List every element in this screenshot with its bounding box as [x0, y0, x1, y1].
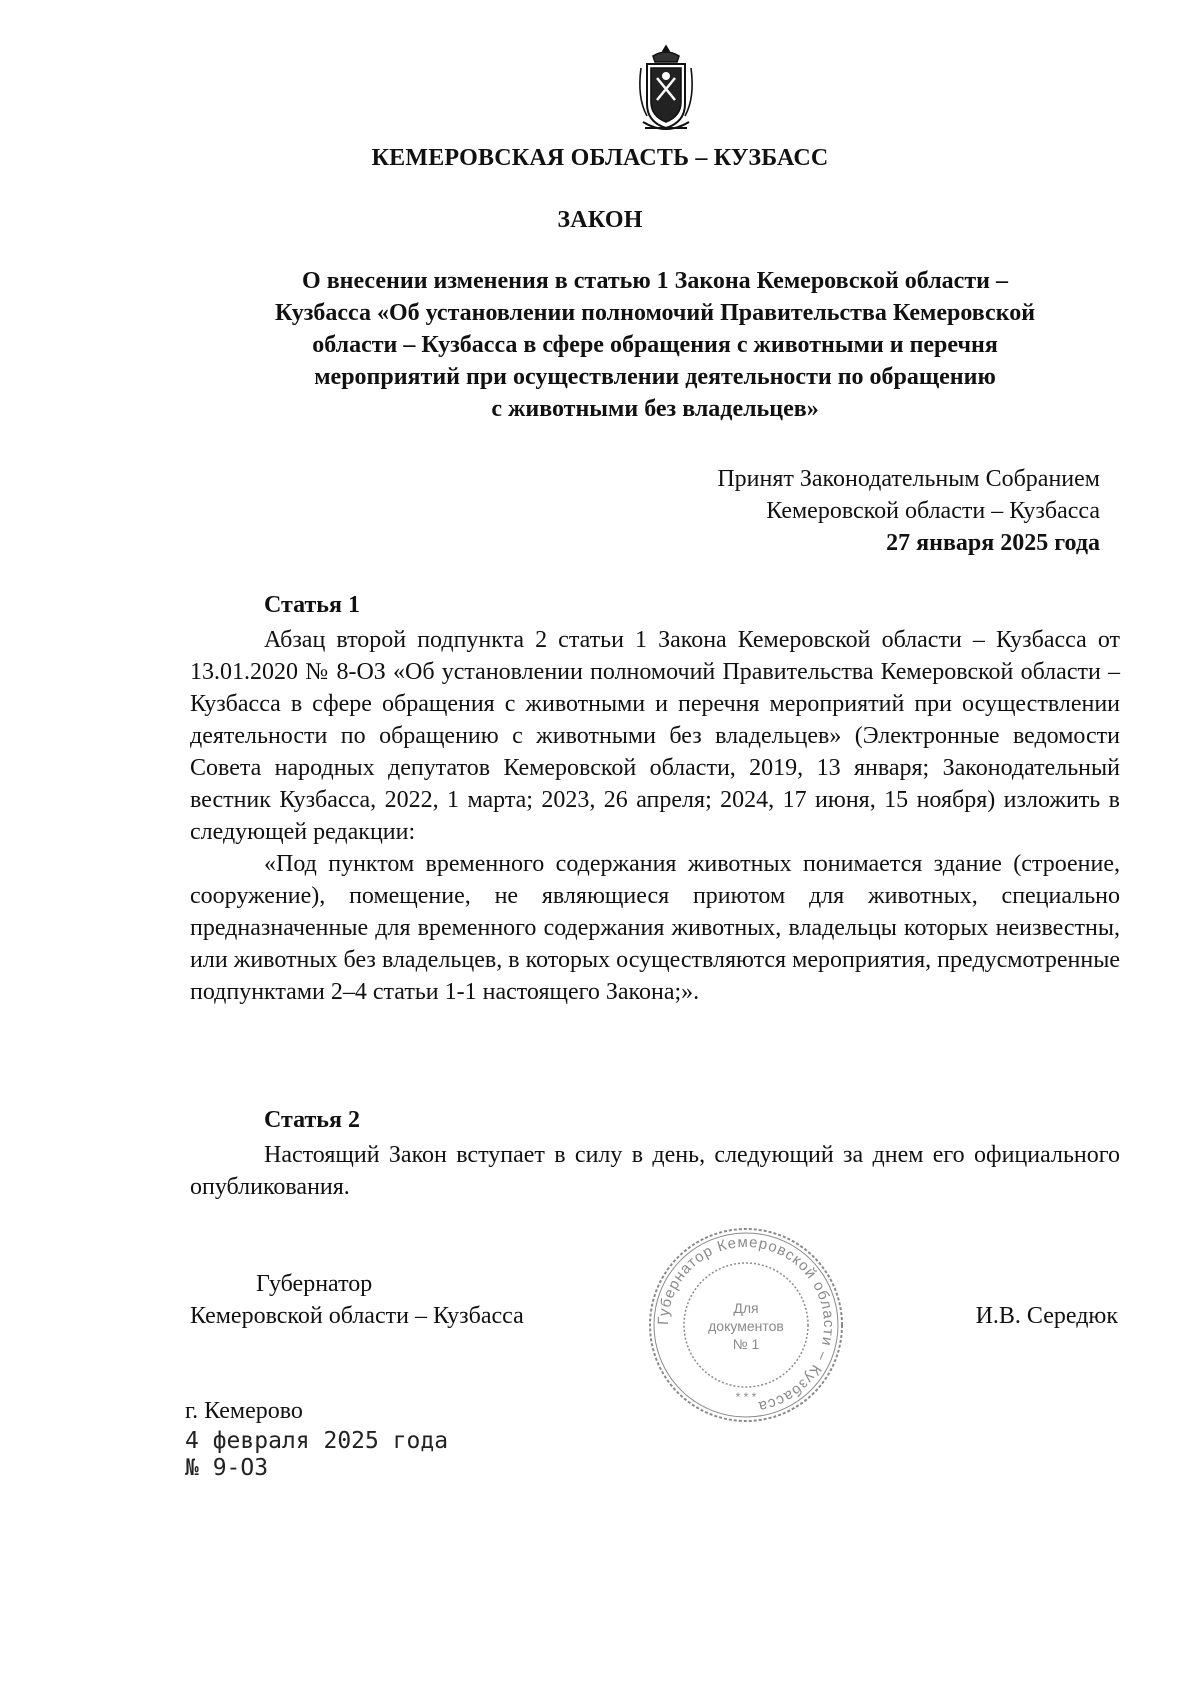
signatory-position: [190, 1268, 524, 1332]
region-heading: КЕМЕРОВСКАЯ ОБЛАСТЬ – КУЗБАСС: [371, 145, 829, 171]
adoption-line: Принят Законодательным Собранием: [717, 466, 1100, 492]
signatory-name: И.В. Середюк: [975, 1303, 1118, 1329]
article-1-body: [190, 624, 1120, 1008]
registration-block: [185, 1428, 448, 1482]
signing-date: 4 февраля 2025 года: [185, 1428, 449, 1454]
adoption-block: [717, 463, 1100, 559]
stamp-inner-text: документов: [708, 1318, 784, 1334]
place-of-signing: г. Кемерово: [185, 1398, 303, 1424]
law-title-line: области – Кузбасса в сфере обращения с животными и перечня: [312, 332, 998, 358]
law-title: [190, 265, 1120, 425]
stamp-inner-text: № 1: [732, 1336, 760, 1352]
document-type-heading: ЗАКОН: [557, 207, 643, 233]
stamp-outer-text: Губернатор Кемеровской области – Кузбасса: [654, 1233, 838, 1416]
law-title-line: Кузбасса «Об установлении полномочий Правительства Кемеровской: [274, 300, 1036, 326]
article-1-heading: Статья 1: [264, 592, 360, 618]
law-title-line: О внесении изменения в статью 1 Закона Кемеровской области –: [302, 268, 1008, 294]
adoption-date: 27 января 2025 года: [886, 530, 1100, 556]
law-number: № 9-ОЗ: [185, 1455, 269, 1481]
article-2-body: [190, 1139, 1120, 1203]
stamp-inner-text: Для: [733, 1300, 759, 1316]
adoption-line: Кемеровской области – Кузбасса: [766, 498, 1100, 524]
law-title-line: с животными без владельцев»: [491, 396, 819, 422]
signatory-region: Кемеровской области – Кузбасса: [190, 1303, 524, 1329]
article-2-heading: Статья 2: [264, 1107, 360, 1133]
stamp-stars: * * *: [735, 1390, 757, 1404]
article-1-paragraph: «Под пунктом временного содержания животных понимается здание (строение, сооружение), помещение, не являющиеся приютом для животных, специально предназначенные для временного содержания животных, владельцы которых неизвестны, или животных без владельцев, в которых осуществляются мероприятия, предусмотренные подпунктами 2–4 статьи 1-1 настоящего Закона;».: [190, 851, 1120, 1005]
article-2-paragraph: Настоящий Закон вступает в силу в день, следующий за днем его официального опубликования.: [190, 1142, 1120, 1200]
coat-of-arms-emblem: [633, 42, 699, 138]
article-1-paragraph: Абзац второй подпункта 2 статьи 1 Закона Кемеровской области – Кузбасса от 13.01.2020 № 8-ОЗ «Об установлении полномочий Правительства Кемеровской области – Кузбасса в сфере обращения с животными и перечня мероприятий при осуществлении деятельности по обращению с животными без владельцев» (Электронные ведомости Совета народных депутатов Кемеровской области, 2019, 13 января; Законодательный вестник Кузбасса, 2022, 1 марта; 2023, 26 апреля; 2024, 17 июня, 15 ноября) изложить в следующей редакции:: [190, 627, 1120, 845]
signatory-title: Губернатор: [256, 1271, 373, 1297]
official-seal-stamp: [646, 1225, 846, 1425]
law-title-line: мероприятий при осуществлении деятельности по обращению: [314, 364, 996, 390]
